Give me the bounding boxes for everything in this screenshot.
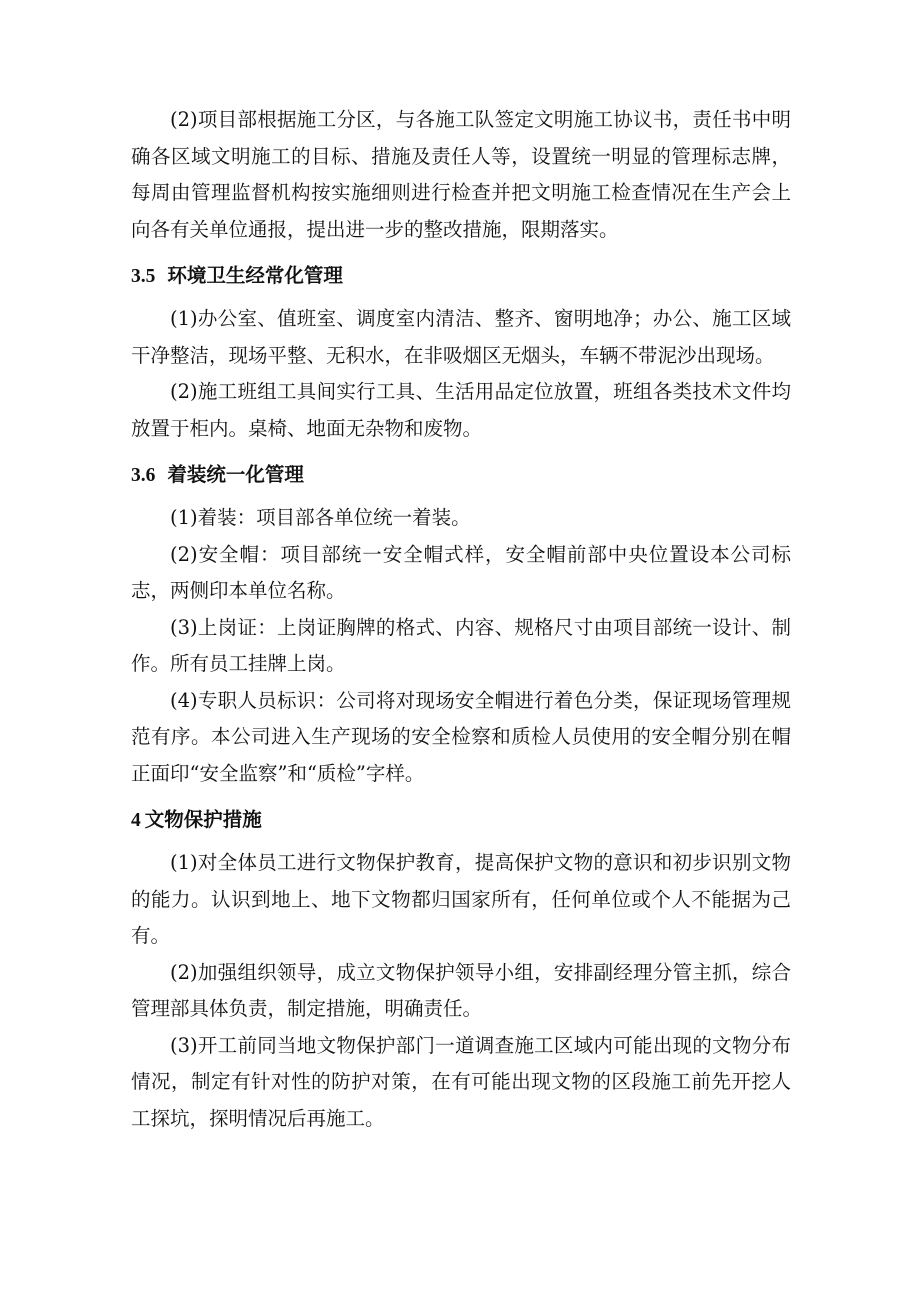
section-heading-3-5 (131, 258, 791, 295)
paragraph: (4)专职人员标识：公司将对现场安全帽进行着色分类，保证现场管理规范有序。本公司进入生产现场的安全检察和质检人员使用的安全帽分别在帽正面印“安全监察”和“质检”字样。 (131, 688, 791, 785)
section-title: 着装统一化管理 (167, 463, 304, 486)
section-title: 文物保护措施 (144, 808, 262, 831)
paragraph: (1)办公室、值班室、调度室内清洁、整齐、窗明地净；办公、施工区域干净整洁，现场平整、无积水，在非吸烟区无烟头，车辆不带泥沙出现场。 (131, 307, 791, 367)
paragraph: (2)项目部根据施工分区，与各施工队签定文明施工协议书，责任书中明确各区域文明施工的目标、措施及责任人等，设置统一明显的管理标志牌，每周由管理监督机构按实施细则进行检查并把文明施工检查情况在生产会上向各有关单位通报，提出进一步的整改措施，限期落实。 (131, 108, 791, 241)
paragraph: (2)施工班组工具间实行工具、生活用品定位放置，班组各类技术文件均放置于柜内。桌椅、地面无杂物和废物。 (131, 380, 791, 440)
paragraph: (1)着装：项目部各单位统一着装。 (170, 506, 471, 529)
section-title: 环境卫生经常化管理 (167, 264, 343, 287)
paragraph: (2)安全帽：项目部统一安全帽式样，安全帽前部中央位置设本公司标志，两侧印本单位名称。 (131, 542, 791, 602)
paragraph: (1)对全体员工进行文物保护教育，提高保护文物的意识和初步识别文物的能力。认识到地上、地下文物都归国家所有，任何单位或个人不能据为己有。 (131, 851, 791, 947)
paragraph: (2)加强组织领导，成立文物保护领导小组，安排副经理分管主抓，综合管理部具体负责，制定措施，明确责任。 (131, 960, 791, 1020)
paragraph: (3)开工前同当地文物保护部门一道调查施工区域内可能出现的文物分布情况，制定有针对性的防护对策，在有可能出现文物的区段施工前先开挖人工探坑，探明情况后再施工。 (131, 1033, 791, 1130)
section-number: 3.5 (131, 266, 156, 287)
section-heading-3-6 (131, 457, 791, 494)
paragraph: (3)上岗证：上岗证胸牌的格式、内容、规格尺寸由项目部统一设计、制作。所有员工挂牌上岗。 (131, 615, 791, 675)
section-number: 3.6 (131, 465, 156, 486)
document-body (131, 102, 791, 1137)
section-heading-4 (131, 802, 791, 839)
section-number: 4 (131, 810, 141, 831)
